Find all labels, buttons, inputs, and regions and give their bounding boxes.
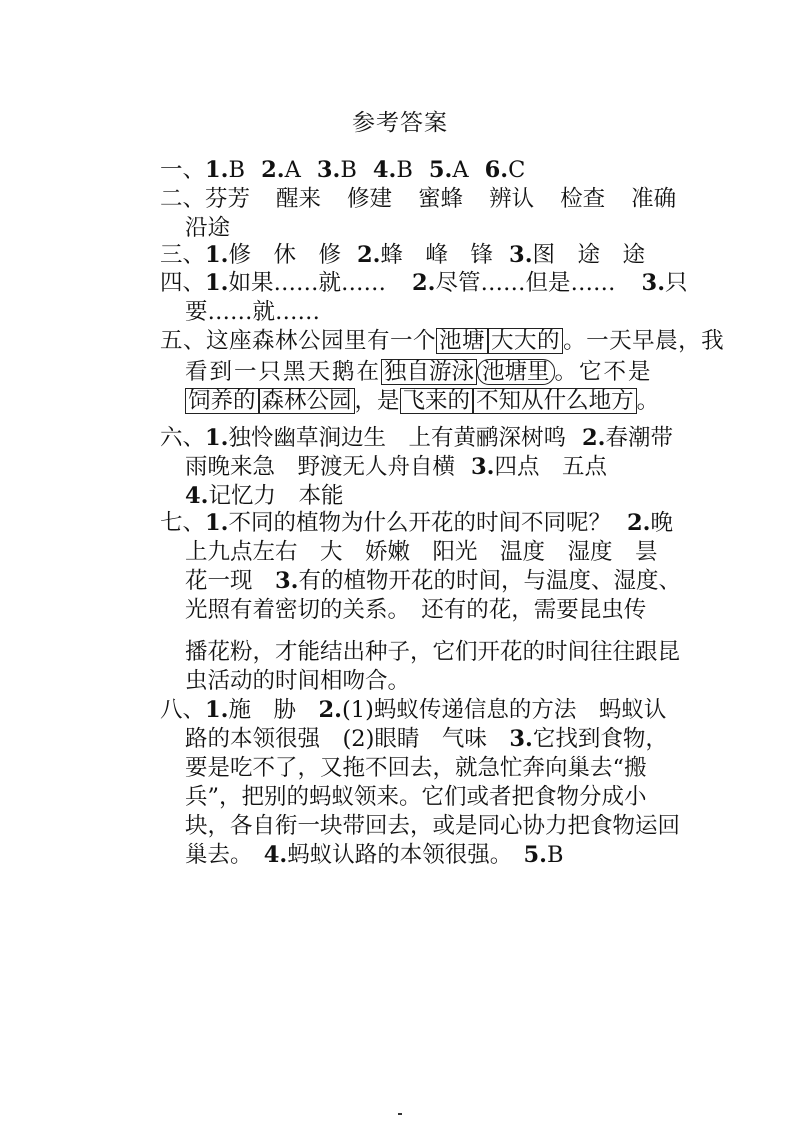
- boxed-word: 独自游泳: [381, 359, 477, 385]
- section-3-mark: 三、: [160, 242, 206, 268]
- answer-value: 虫活动的时间相吻合。: [185, 668, 411, 694]
- answer-value: 春潮带: [605, 425, 674, 451]
- answer-num: 3.: [641, 270, 666, 296]
- text: 。: [636, 388, 660, 414]
- answer-value: 施 胁: [228, 697, 319, 723]
- answer-value: C: [508, 157, 526, 183]
- answer-value: A: [284, 157, 301, 183]
- answer-num: 4.: [372, 157, 397, 183]
- answer-value: 光照有着密切的关系。 还有的花，需要昆虫传: [185, 597, 647, 623]
- section-2-cont: [185, 213, 230, 243]
- answer-value: 蜂 峰 锋: [380, 242, 494, 268]
- answer-value: B: [340, 157, 357, 183]
- answer-num: 3.: [509, 242, 533, 268]
- section-1-mark: 一、: [160, 157, 206, 183]
- section-8-line-3: [185, 753, 647, 783]
- answer-value: B: [396, 157, 413, 183]
- boxed-word: 飞来的: [400, 388, 474, 414]
- answer-num: 2.: [412, 270, 436, 296]
- section-2: [160, 184, 676, 214]
- section-8-line-4: [185, 782, 647, 812]
- section-7-line-4: [185, 595, 646, 625]
- section-4: [160, 268, 688, 298]
- page-title: 参考答案: [352, 110, 448, 136]
- section-1: [160, 155, 525, 185]
- section-5-line-3: [185, 386, 659, 416]
- section-6-mark: 六、: [160, 425, 206, 451]
- section-8-line-5: [185, 811, 680, 841]
- answer-value: B: [547, 842, 564, 868]
- section-8-mark: 八、: [160, 697, 206, 723]
- section-7-line-6: [185, 666, 410, 696]
- text: 这座森林公园里有一个: [206, 328, 437, 354]
- section-7-line-2: [185, 537, 658, 567]
- boxed-word: 饲养的: [185, 388, 259, 414]
- section-5-line-1: [160, 326, 724, 356]
- page-mark: [398, 1113, 402, 1115]
- section-7-line-3: [185, 566, 681, 596]
- answer-num: 3.: [509, 726, 533, 752]
- boxed-word: 大大的: [488, 328, 563, 354]
- boxed-word: 森林公园: [259, 388, 355, 414]
- answer-value: 路的本领很强 (2)眼睛 气味: [185, 726, 510, 752]
- section-7-line-5: [185, 637, 680, 667]
- answer-num: 1.: [205, 242, 229, 268]
- answer-num: 4.: [263, 842, 288, 868]
- answer-num: 2.: [582, 425, 606, 451]
- answer-num: 2.: [357, 242, 381, 268]
- answer-num: 1.: [205, 270, 229, 296]
- answer-num: 2.: [261, 157, 285, 183]
- boxed-word: 不知从什么地方: [473, 388, 637, 414]
- answer-num: 3.: [471, 454, 495, 480]
- circled-word: 池塘里: [477, 359, 555, 385]
- answer-value: (1)蚂蚁传递信息的方法 蚂蚁认: [342, 697, 667, 723]
- answer-value: 上九点左右 大 娇嫩 阳光 温度 湿度 昙: [185, 539, 658, 565]
- answer-value: 它找到食物，: [532, 726, 668, 752]
- word: 醒来: [276, 186, 322, 212]
- answer-value: 块，各自衔一块带回去，或是同心协力把食物运回: [185, 813, 681, 839]
- answer-value: 尽管……但是……: [435, 270, 616, 296]
- answer-value: 有的植物开花的时间，与温度、湿度、: [298, 568, 682, 594]
- answer-value: 要是吃不了，又拖不回去，就急忙奔向巢去“搬: [185, 755, 647, 781]
- answer-value: 独怜幽草涧边生 上有黄鹂深树鸣: [228, 425, 567, 451]
- word: 辨认: [489, 186, 535, 212]
- answer-num: 2.: [318, 697, 343, 723]
- answer-value: 晚: [650, 510, 674, 536]
- answer-value: 四点 五点: [494, 454, 608, 480]
- section-8-line-6: [185, 840, 564, 870]
- answer-value: 雨晚来急 野渡无人舟自横: [185, 454, 456, 480]
- answer-value: 兵”，把别的蚂蚁领来。它们或者把食物分成小: [185, 784, 647, 810]
- text: 看到一只黑天鹅在: [185, 359, 382, 385]
- word: 蜜蜂: [418, 186, 464, 212]
- section-2-mark: 二、: [160, 186, 206, 212]
- section-6-line-1: [160, 423, 673, 453]
- section-7-line-1: [160, 508, 673, 538]
- word: 修建: [347, 186, 393, 212]
- section-5-line-2: [185, 357, 653, 387]
- answer-value: 播花粉，才能结出种子，它们开花的时间往往跟昆: [185, 639, 681, 665]
- section-4-cont: [185, 297, 320, 327]
- answer-num: 1.: [205, 697, 229, 723]
- answer-value: 只: [665, 270, 688, 296]
- word: 沿途: [185, 215, 231, 241]
- word: 准确: [631, 186, 677, 212]
- answer-value: 图 途 途: [532, 242, 646, 268]
- word: 检查: [560, 186, 606, 212]
- text: 。一天早晨，我: [563, 328, 725, 354]
- answer-value: 要……就……: [185, 299, 321, 325]
- answer-num: 1.: [205, 157, 229, 183]
- answer-num: 5.: [428, 157, 453, 183]
- section-6-line-3: [185, 481, 344, 511]
- answer-num: 4.: [185, 483, 209, 509]
- answer-value: 不同的植物为什么开花的时间不同呢？: [228, 510, 612, 536]
- section-8-line-2: [185, 724, 668, 754]
- answer-value: 蚂蚁认路的本领很强。: [287, 842, 524, 868]
- answer-value: 如果……就……: [228, 270, 387, 296]
- section-7-mark: 七、: [160, 510, 206, 536]
- section-8-line-1: [160, 695, 666, 725]
- text: ，是: [354, 388, 400, 414]
- answer-value: 花一现: [185, 568, 276, 594]
- answer-num: 6.: [484, 157, 509, 183]
- answer-num: 3.: [275, 568, 299, 594]
- answer-num: 1.: [205, 510, 229, 536]
- text: 。它不是: [554, 359, 653, 385]
- answer-value: 巢去。: [185, 842, 264, 868]
- section-3: [160, 240, 645, 270]
- boxed-word: 池塘: [436, 328, 488, 354]
- section-5-mark: 五、: [160, 328, 207, 354]
- section-6-line-2: [185, 452, 607, 482]
- answer-num: 3.: [316, 157, 341, 183]
- answer-num: 2.: [627, 510, 651, 536]
- answer-value: 修 休 修: [228, 242, 342, 268]
- answer-value: 记忆力 本能: [208, 483, 344, 509]
- answer-num: 5.: [523, 842, 548, 868]
- answer-value: A: [452, 157, 469, 183]
- word: 芬芳: [205, 186, 251, 212]
- section-4-mark: 四、: [160, 270, 206, 296]
- answer-value: B: [228, 157, 246, 183]
- answer-num: 1.: [205, 425, 229, 451]
